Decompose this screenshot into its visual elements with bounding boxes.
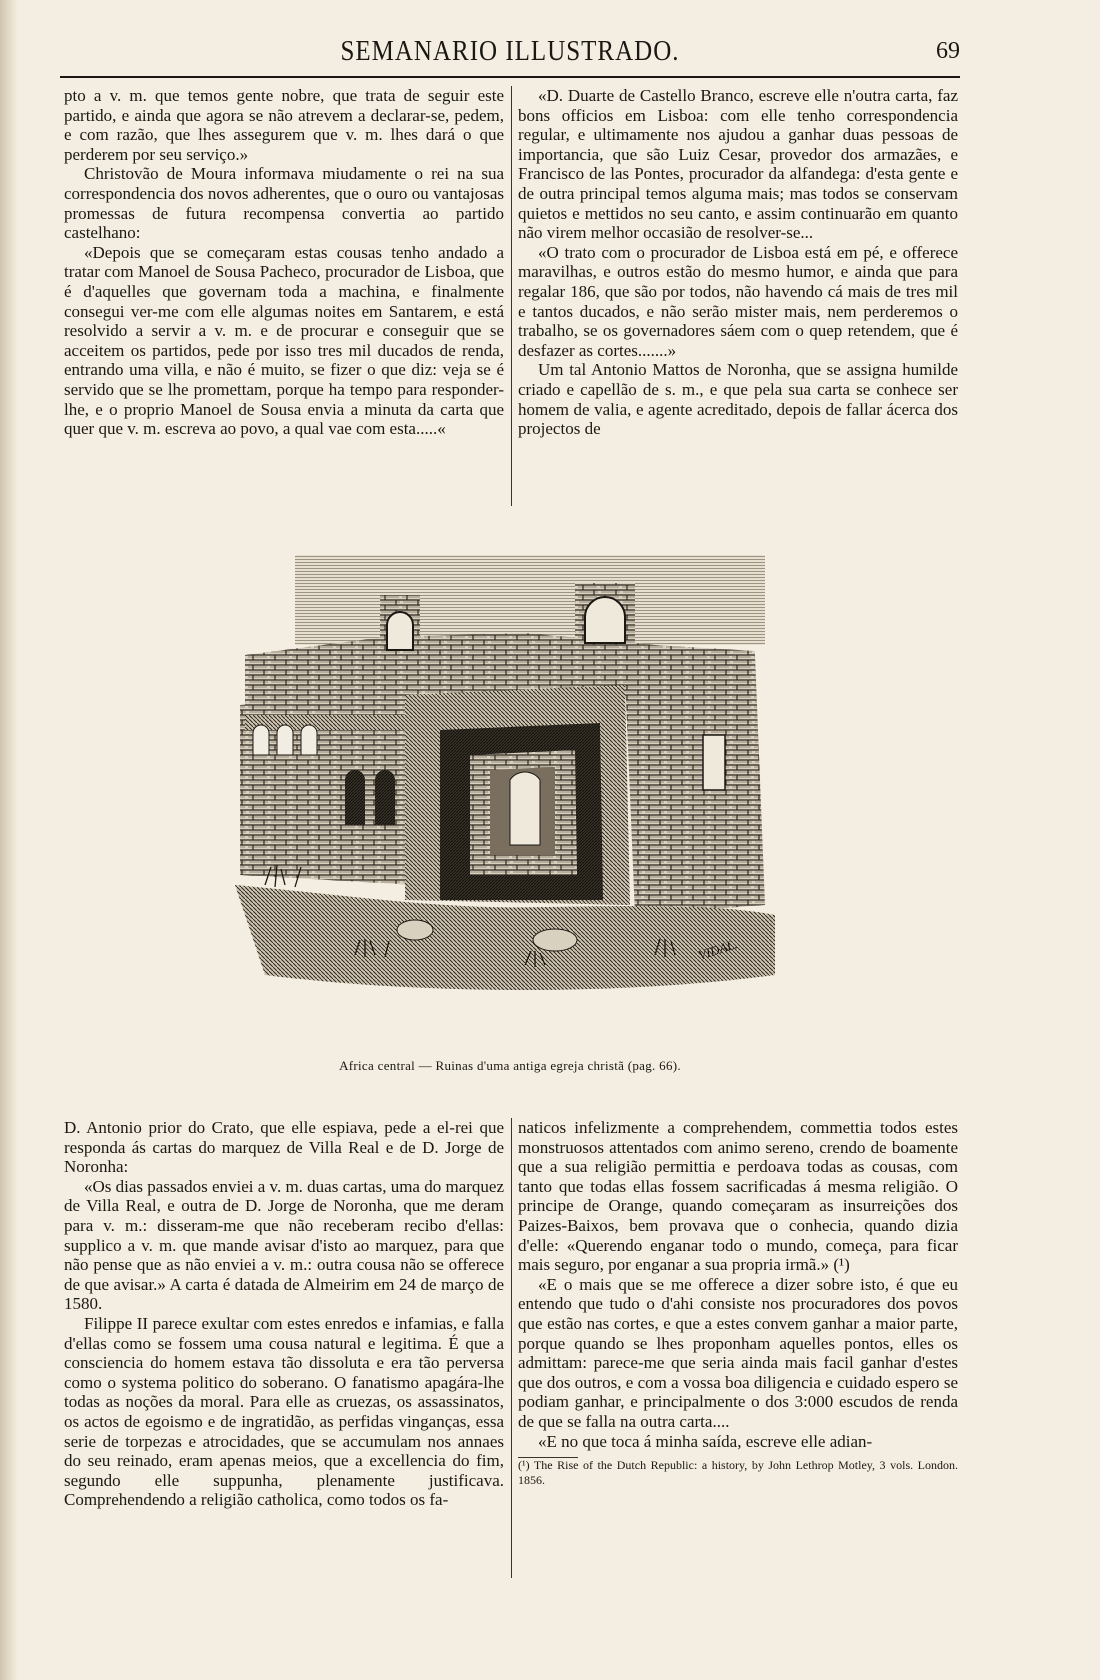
paragraph: naticos infelizmente a comprehendem, commettia todos estes monstruosos attentados com animo sereno, crendo de boamente que a sua religião permittia e perdoava todas as cousas, com tanto que todas ellas fossem sacrificadas á mesma religião. O principe de Orange, quando começaram as insurreições dos Paizes-Baixos, bem provava que o conhecia, quando dizia d'elle: «Querendo enganar todo o mundo, começa, para ficar mais seguro, por enganar a sua propria irmã.» (¹) xyxy=(518,1118,958,1275)
paragraph: Christovão de Moura informava miudamente o rei na sua correspondencia dos novos adherentes, que o ouro ou vantajosas promessas de futura recompensa convertia ao partido castelhano: xyxy=(64,164,504,243)
page-number: 69 xyxy=(936,38,960,64)
column-divider-top xyxy=(511,86,512,506)
paragraph: «D. Duarte de Castello Branco, escreve elle n'outra carta, faz bons officios em Lisboa: com elle tenho correspondencia regular, e ultimamente nos ajudou a ganhar duas pessoas de importancia, que são Luiz Cesar, provedor dos armazães, e Francisco de las Pontes, procurador da alfandega: d'esta gente e de outra principal temos alguma mais; mas todos se conservam quietos e mettidos no seu canto, e assim continuarão em quanto não virem melhor occasião de resolver-se... xyxy=(518,86,958,243)
header-rule xyxy=(60,76,960,78)
right-window xyxy=(703,735,725,790)
sky-hatching xyxy=(295,555,765,645)
paragraph: «Depois que se começaram estas cousas tenho andado a tratar com Manoel de Sousa Pacheco, procurador de Lisboa, que é d'aquelles que governam toda a machina, e finalmente consegui ver-me com elle algumas noites em Santarem, e está resolvido a servir a v. m. e de procurar e conseguir que se acceitem os partidos, pede por isso tres mil ducados de renda, entrando uma villa, e não é muito, se fizer o que diz: veja se é servido que se lhe promettam, porque ha tempo para responder-lhe, e o proprio Manoel de Sousa envia a minuta da carta que quer que v. m. escreva ao povo, a qual vae com esta.....« xyxy=(64,242,504,439)
engraver-signature: VIDAL. xyxy=(696,936,740,963)
engraving-church-ruins xyxy=(225,555,795,1025)
top-arch-right xyxy=(575,583,635,643)
paragraph: D. Antonio prior do Crato, que elle espiava, pede a el-rei que responda ás cartas do marquez de Villa Real e de D. Jorge de Noronha: xyxy=(64,1118,504,1177)
stone-block xyxy=(397,920,433,940)
paragraph: «E no que toca á minha saída, escreve elle adian- xyxy=(538,1431,873,1451)
paragraph: Filippe II parece exultar com estes enredos e infamias, e falla d'ellas como se fossem uma cousa natural e legitima. É que a consciencia do homem estava tão dissoluta e era tão perversa como o systema politico do soberano. O fanatismo apagára-lhe todas as noções da moral. Para elle as cruezas, os assassinatos, os actos de egoismo e de ingratidão, as perfidas vinganças, essa serie de torpezas e atrocidades, que se accumulam nos annaes do seu reinado, eram apenas meios, que a excellencia do fim, segundo elle suppunha, plenamente justificava. Comprehendendo a religião catholica, como todos os fa- xyxy=(64,1313,504,1510)
ruins-illustration xyxy=(225,555,795,1025)
top-arch-left xyxy=(380,595,420,650)
central-gateway xyxy=(405,685,630,905)
illustration-caption: Africa central — Ruinas d'uma antiga egreja christã (pag. 66). xyxy=(339,1058,681,1073)
right-wall xyxy=(625,655,765,915)
page-edge-shadow xyxy=(0,0,18,1680)
column-bottom-right xyxy=(518,1118,958,1488)
footnote: (¹) The Rise of the Dutch Republic: a history, by John Lethrop Motley, 3 vols. London. 1856. xyxy=(518,1458,958,1488)
column-top-left xyxy=(64,86,504,439)
stone-block xyxy=(533,929,577,951)
paragraph: Um tal Antonio Mattos de Noronha, que se assigna humilde criado e capellão de s. m., e que pela sua carta se conhece ser homem de valia, e agente acreditado, depois de fallar ácerca dos projectos de xyxy=(518,360,958,439)
paragraph: pto a v. m. que temos gente nobre, que trata de seguir este partido, e ainda que agora se não atrevem a declarar-se, pedem, e com razão, que lhes assegurem que v. m. lhes dará o que perderem por seu serviço.» xyxy=(64,86,504,164)
paragraph: «Os dias passados enviei a v. m. duas cartas, uma do marquez de Villa Real, e outra de D. Jorge de Noronha, que me deram para v. m.: disseram-me que não receberam recibo d'ellas: supplico a v. m. que mande avisar d'isto ao marquez, para que não pense que as não enviei a v. m.: outra cousa não se offerece de que avisar.» A carta é datada de Almeirim em 24 de março de 1580. xyxy=(64,1176,505,1314)
paragraph: «E o mais que se me offerece a dizer sobre isto, é que eu entendo que tudo o d'ahi consiste nos procuradores dos povos que estão nas cortes, e que a estes convem ganhar a maior parte, porque quando se lhes proponham aquelles pontos, elles os admittam: parece-me que seria ainda mais facil ganhar d'estes que dos outros, e com a vossa boa diligencia e cuidado espero se podiam ganhar, e principalmente o dos 3:000 escudos de renda de que se falla na outra carta.... xyxy=(518,1274,958,1431)
column-top-right xyxy=(518,86,958,439)
column-divider-bottom xyxy=(511,1118,512,1578)
page-header xyxy=(60,34,960,70)
journal-title: SEMANARIO ILLUSTRADO. xyxy=(340,35,680,67)
paragraph: «O trato com o procurador de Lisboa está em pé, e offerece maravilhas, e outros estão do mesmo humor, e ainda que para regalar 186, que são por todos, não havendo cá mais de tres mil e tantos ducados, e não serão mister mais, nem perderemos o trabalho, se os governadores sáem com o quep retendem, que é desfazer as cortes.......» xyxy=(518,242,958,360)
column-bottom-left xyxy=(64,1118,504,1510)
